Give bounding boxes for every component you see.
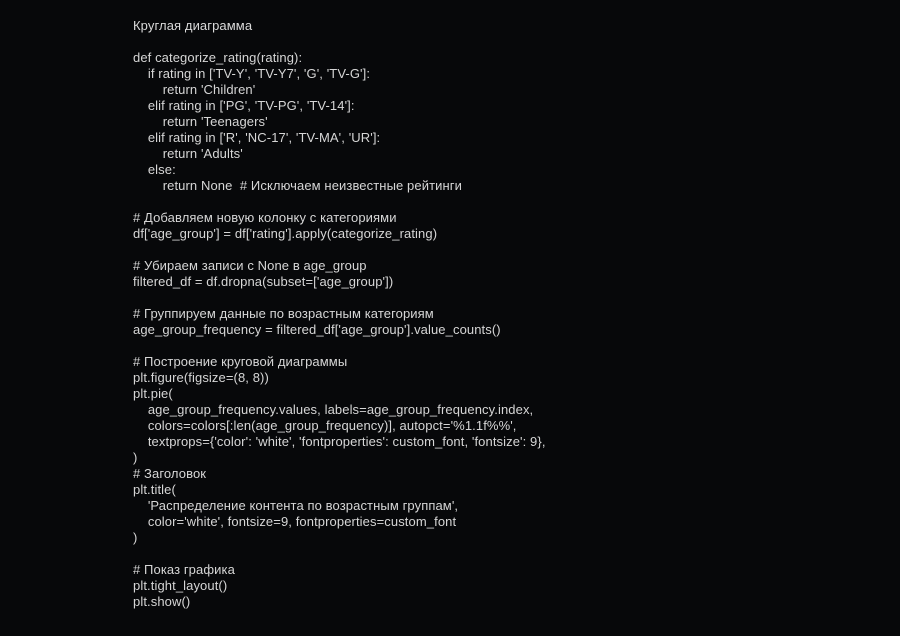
code-line xyxy=(133,546,880,562)
code-line: ) xyxy=(133,450,138,465)
code-line: # Убираем записи с None в age_group xyxy=(133,258,367,273)
code-line: elif rating in ['R', 'NC-17', 'TV-MA', 'UR']: xyxy=(133,130,381,145)
code-line: # Построение круговой диаграммы xyxy=(133,354,348,369)
code-line: # Заголовок xyxy=(133,466,207,481)
code-line: textprops={'color': 'white', 'fontproperties': custom_font, 'fontsize': 9}, xyxy=(133,434,546,449)
code-line xyxy=(133,194,880,210)
code-line: if rating in ['TV-Y', 'TV-Y7', 'G', 'TV-G']: xyxy=(133,66,371,81)
code-block xyxy=(133,50,880,610)
code-line: return 'Adults' xyxy=(133,146,243,161)
code-line: age_group_frequency.values, labels=age_group_frequency.index, xyxy=(133,402,534,417)
code-line xyxy=(133,290,880,306)
code-line: else: xyxy=(133,162,176,177)
code-line: plt.title( xyxy=(133,482,176,497)
code-line: age_group_frequency = filtered_df['age_group'].value_counts() xyxy=(133,322,501,337)
code-line: # Показ графика xyxy=(133,562,235,577)
code-line: df['age_group'] = df['rating'].apply(categorize_rating) xyxy=(133,226,438,241)
spacer-line xyxy=(133,34,880,50)
code-line xyxy=(133,242,880,258)
code-line: plt.show() xyxy=(133,594,191,609)
code-line xyxy=(133,338,880,354)
code-line: return None # Исключаем неизвестные рейтинги xyxy=(133,178,462,193)
text-column xyxy=(133,18,880,610)
code-line: plt.pie( xyxy=(133,386,173,401)
section-heading: Круглая диаграмма xyxy=(133,18,253,33)
code-line: colors=colors[:len(age_group_frequency)], autopct='%1.1f%%', xyxy=(133,418,517,433)
code-line: return 'Teenagers' xyxy=(133,114,268,129)
code-line: ) xyxy=(133,530,138,545)
code-line: def categorize_rating(rating): xyxy=(133,50,303,65)
code-line: filtered_df = df.dropna(subset=['age_group']) xyxy=(133,274,394,289)
code-line: color='white', fontsize=9, fontproperties=custom_font xyxy=(133,514,457,529)
code-line: 'Распределение контента по возрастным группам', xyxy=(133,498,459,513)
code-line: plt.tight_layout() xyxy=(133,578,228,593)
code-line: plt.figure(figsize=(8, 8)) xyxy=(133,370,269,385)
code-line: # Группируем данные по возрастным категориям xyxy=(133,306,434,321)
code-line: # Добавляем новую колонку с категориями xyxy=(133,210,397,225)
code-line: return 'Children' xyxy=(133,82,256,97)
code-line: elif rating in ['PG', 'TV-PG', 'TV-14']: xyxy=(133,98,355,113)
